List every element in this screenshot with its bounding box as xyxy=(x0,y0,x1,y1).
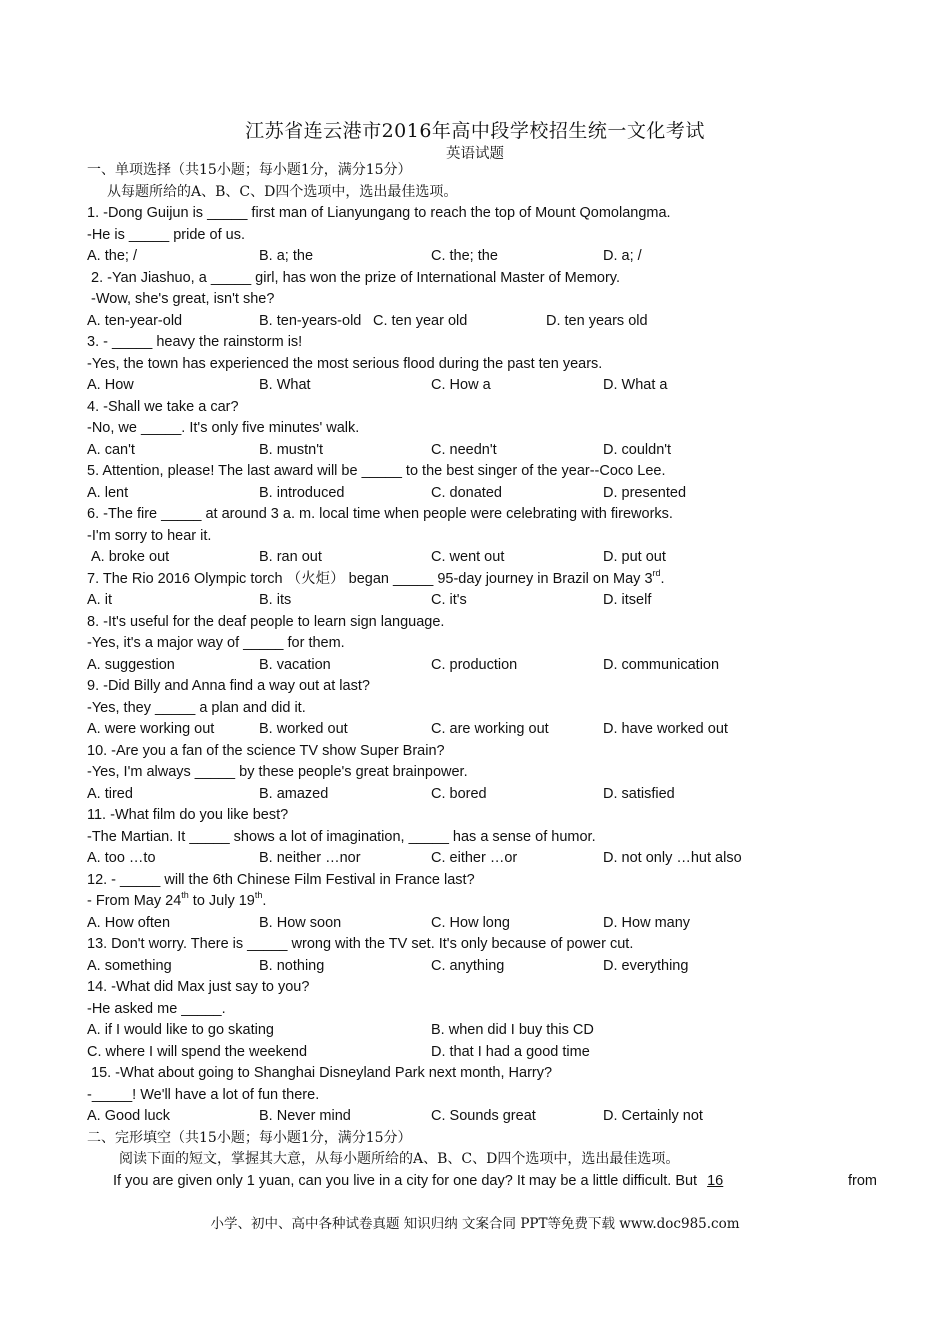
option-d: D. communication xyxy=(603,656,720,673)
option-a: A. How xyxy=(87,377,134,393)
option-b: B. ran out xyxy=(259,549,322,565)
question-5-options xyxy=(87,483,887,505)
question-7-options xyxy=(87,590,887,612)
option-b: B. mustn't xyxy=(259,441,324,458)
question-14-options-row-2 xyxy=(87,1042,887,1064)
question-6-options xyxy=(87,547,887,569)
question-11-line-2: -The Martian. It _____ shows a lot of imagination, _____ has a sense of humor. xyxy=(87,828,596,845)
option-d: D. How many xyxy=(603,914,691,931)
superscript-rd: rd xyxy=(652,567,661,578)
question-9-line-2: -Yes, they _____ a plan and did it. xyxy=(87,699,306,716)
option-b: B. amazed xyxy=(259,785,329,802)
question-9-line-1: 9. -Did Billy and Anna find a way out at last? xyxy=(87,678,370,694)
question-3-options xyxy=(87,375,887,397)
section1-instruction: 从每题所给的A、B、C、D四个选项中，选出最佳选项。 xyxy=(107,183,458,200)
question-14-options-row-1 xyxy=(87,1020,887,1042)
question-6-line-2: -I'm sorry to hear it. xyxy=(87,527,212,544)
option-a: A. can't xyxy=(87,441,135,458)
section2-instruction: 阅读下面的短文，掌握其大意，从每小题所给的A、B、C、D四个选项中，选出最佳选项。 xyxy=(119,1151,680,1167)
option-c: C. where I will spend the weekend xyxy=(87,1043,308,1060)
question-2-options xyxy=(87,311,887,333)
question-7-line-1 xyxy=(87,569,887,591)
question-14-line-2: -He asked me _____. xyxy=(87,1000,226,1017)
option-a: A. lent xyxy=(87,484,129,501)
option-d: D. Certainly not xyxy=(603,1108,703,1124)
option-b: B. nothing xyxy=(259,957,325,974)
question-11-options xyxy=(87,848,887,870)
option-c: C. Sounds great xyxy=(431,1108,536,1124)
superscript-th: th xyxy=(254,890,263,901)
question-3-line-2: -Yes, the town has experienced the most serious flood during the past ten years. xyxy=(87,355,603,372)
question-3-line-1: 3. - _____ heavy the rainstorm is! xyxy=(87,334,303,350)
page-footer: 小学、初中、高中各种试卷真题 知识归纳 文案合同 PPT等免费下载 www.doc985.com xyxy=(210,1216,740,1232)
question-6-line-1: 6. -The fire _____ at around 3 a. m. local time when people were celebrating with fireworks. xyxy=(87,506,673,522)
option-a: A. broke out xyxy=(91,549,170,565)
option-a: A. tired xyxy=(87,785,133,802)
option-c: C. are working out xyxy=(431,721,549,737)
question-1-options xyxy=(87,246,887,268)
question-8-line-1: 8. -It's useful for the deaf people to learn sign language. xyxy=(87,613,445,630)
question-8-options xyxy=(87,655,887,677)
option-a: A. ten-year-old xyxy=(87,312,183,329)
superscript-th: th xyxy=(181,890,189,901)
option-c: C. production xyxy=(431,656,518,673)
question-10-options xyxy=(87,784,887,806)
question-2-line-2: -Wow, she's great, isn't she? xyxy=(91,291,275,307)
option-b: B. vacation xyxy=(259,656,331,673)
option-a: A. too …to xyxy=(87,850,156,866)
question-7-text: 7. The Rio 2016 Olympic torch （火炬） began _____ 95-day journey in Brazil on May 3 xyxy=(87,570,653,587)
option-c: C. donated xyxy=(431,484,502,501)
option-c: C. anything xyxy=(431,957,505,974)
option-d: D. What a xyxy=(603,377,668,393)
question-15-options xyxy=(87,1106,887,1128)
question-4-line-1: 4. -Shall we take a car? xyxy=(87,398,239,415)
option-c: C. the; the xyxy=(431,248,498,264)
option-c: C. How long xyxy=(431,914,510,931)
option-d: D. couldn't xyxy=(603,441,672,458)
option-c: C. it's xyxy=(431,592,467,608)
option-d: D. everything xyxy=(603,957,689,974)
option-a: A. the; / xyxy=(87,248,137,264)
exam-subtitle: 英语试题 xyxy=(446,146,504,162)
section2-heading: 二、完形填空（共15小题；每小题1分，满分15分） xyxy=(87,1129,412,1146)
passage-line-1 xyxy=(87,1171,887,1193)
option-a: A. were working out xyxy=(87,721,215,737)
option-b: B. Never mind xyxy=(259,1108,351,1124)
option-b: B. How soon xyxy=(259,914,342,931)
question-5-line-1: 5. Attention, please! The last award will be _____ to the best singer of the year--Coco Lee. xyxy=(87,463,666,479)
question-1-line-1: 1. -Dong Guijun is _____ first man of Lianyungang to reach the top of Mount Qomolangma. xyxy=(87,205,671,221)
option-c: C. either …or xyxy=(431,850,518,866)
question-4-options xyxy=(87,440,887,462)
exam-body xyxy=(87,160,887,1192)
section1-heading: 一、单项选择（共15小题；每小题1分，满分15分） xyxy=(87,162,412,178)
question-10-line-2: -Yes, I'm always _____ by these people's great brainpower. xyxy=(87,764,468,780)
option-c: C. ten year old xyxy=(373,312,468,329)
option-c: C. needn't xyxy=(431,441,497,458)
passage-continuation: from xyxy=(848,1172,877,1189)
option-c: C. bored xyxy=(431,785,487,802)
question-8-line-2: -Yes, it's a major way of _____ for them. xyxy=(87,635,345,651)
question-4-line-2: -No, we _____. It's only five minutes' walk. xyxy=(87,420,360,436)
question-2-line-1: 2. -Yan Jiashuo, a _____ girl, has won the prize of International Master of Memory. xyxy=(91,269,620,286)
option-b: B. worked out xyxy=(259,721,348,737)
option-d: D. presented xyxy=(603,484,687,501)
option-c: C. How a xyxy=(431,377,491,393)
option-c: C. went out xyxy=(431,549,505,565)
option-d: D. satisfied xyxy=(603,785,675,802)
question-12-from: - From May 24 xyxy=(87,893,182,909)
option-b: B. ten-years-old xyxy=(259,312,362,329)
option-b: B. introduced xyxy=(259,484,345,501)
exam-title: 江苏省连云港市2016年高中段学校招生统一文化考试 xyxy=(245,120,705,142)
question-12-line-2 xyxy=(87,891,887,913)
question-13-line-1: 13. Don't worry. There is _____ wrong with the TV set. It's only because of power cut. xyxy=(87,936,634,952)
option-a: A. if I would like to go skating xyxy=(87,1022,274,1038)
question-12-period: . xyxy=(262,893,267,909)
question-14-line-1: 14. -What did Max just say to you? xyxy=(87,979,310,995)
option-d: D. put out xyxy=(603,549,666,565)
option-a: A. it xyxy=(87,592,112,608)
option-d: D. a; / xyxy=(603,248,642,264)
question-7-period: . xyxy=(660,570,665,587)
question-15-line-2: -_____! We'll have a lot of fun there. xyxy=(87,1086,320,1103)
option-b: B. What xyxy=(259,377,311,393)
option-a: A. something xyxy=(87,957,172,974)
option-a: A. How often xyxy=(87,914,171,931)
blank-16: 16 xyxy=(707,1172,724,1189)
option-b: B. its xyxy=(259,592,292,608)
question-12-options xyxy=(87,913,887,935)
option-b: B. when did I buy this CD xyxy=(431,1022,594,1038)
option-a: A. suggestion xyxy=(87,656,175,673)
option-d: D. itself xyxy=(603,592,652,608)
question-1-line-2: -He is _____ pride of us. xyxy=(87,226,245,243)
question-10-line-1: 10. -Are you a fan of the science TV show Super Brain? xyxy=(87,742,445,759)
option-a: A. Good luck xyxy=(87,1108,171,1124)
option-b: B. neither …nor xyxy=(259,850,361,866)
option-d: D. that I had a good time xyxy=(431,1043,590,1060)
question-9-options xyxy=(87,719,887,741)
option-d: D. not only …hut also xyxy=(603,850,742,866)
question-15-line-1: 15. -What about going to Shanghai Disneyland Park next month, Harry? xyxy=(91,1065,553,1081)
option-b: B. a; the xyxy=(259,248,314,264)
option-d: D. have worked out xyxy=(603,721,728,737)
question-11-line-1: 11. -What film do you like best? xyxy=(87,807,289,823)
option-d: D. ten years old xyxy=(546,312,648,329)
question-12-line-1: 12. - _____ will the 6th Chinese Film Festival in France last? xyxy=(87,871,475,888)
passage-text: If you are given only 1 yuan, can you live in a city for one day? It may be a little difficult. But xyxy=(113,1172,698,1189)
question-12-to: to July 19 xyxy=(188,893,255,909)
question-13-options xyxy=(87,956,887,978)
